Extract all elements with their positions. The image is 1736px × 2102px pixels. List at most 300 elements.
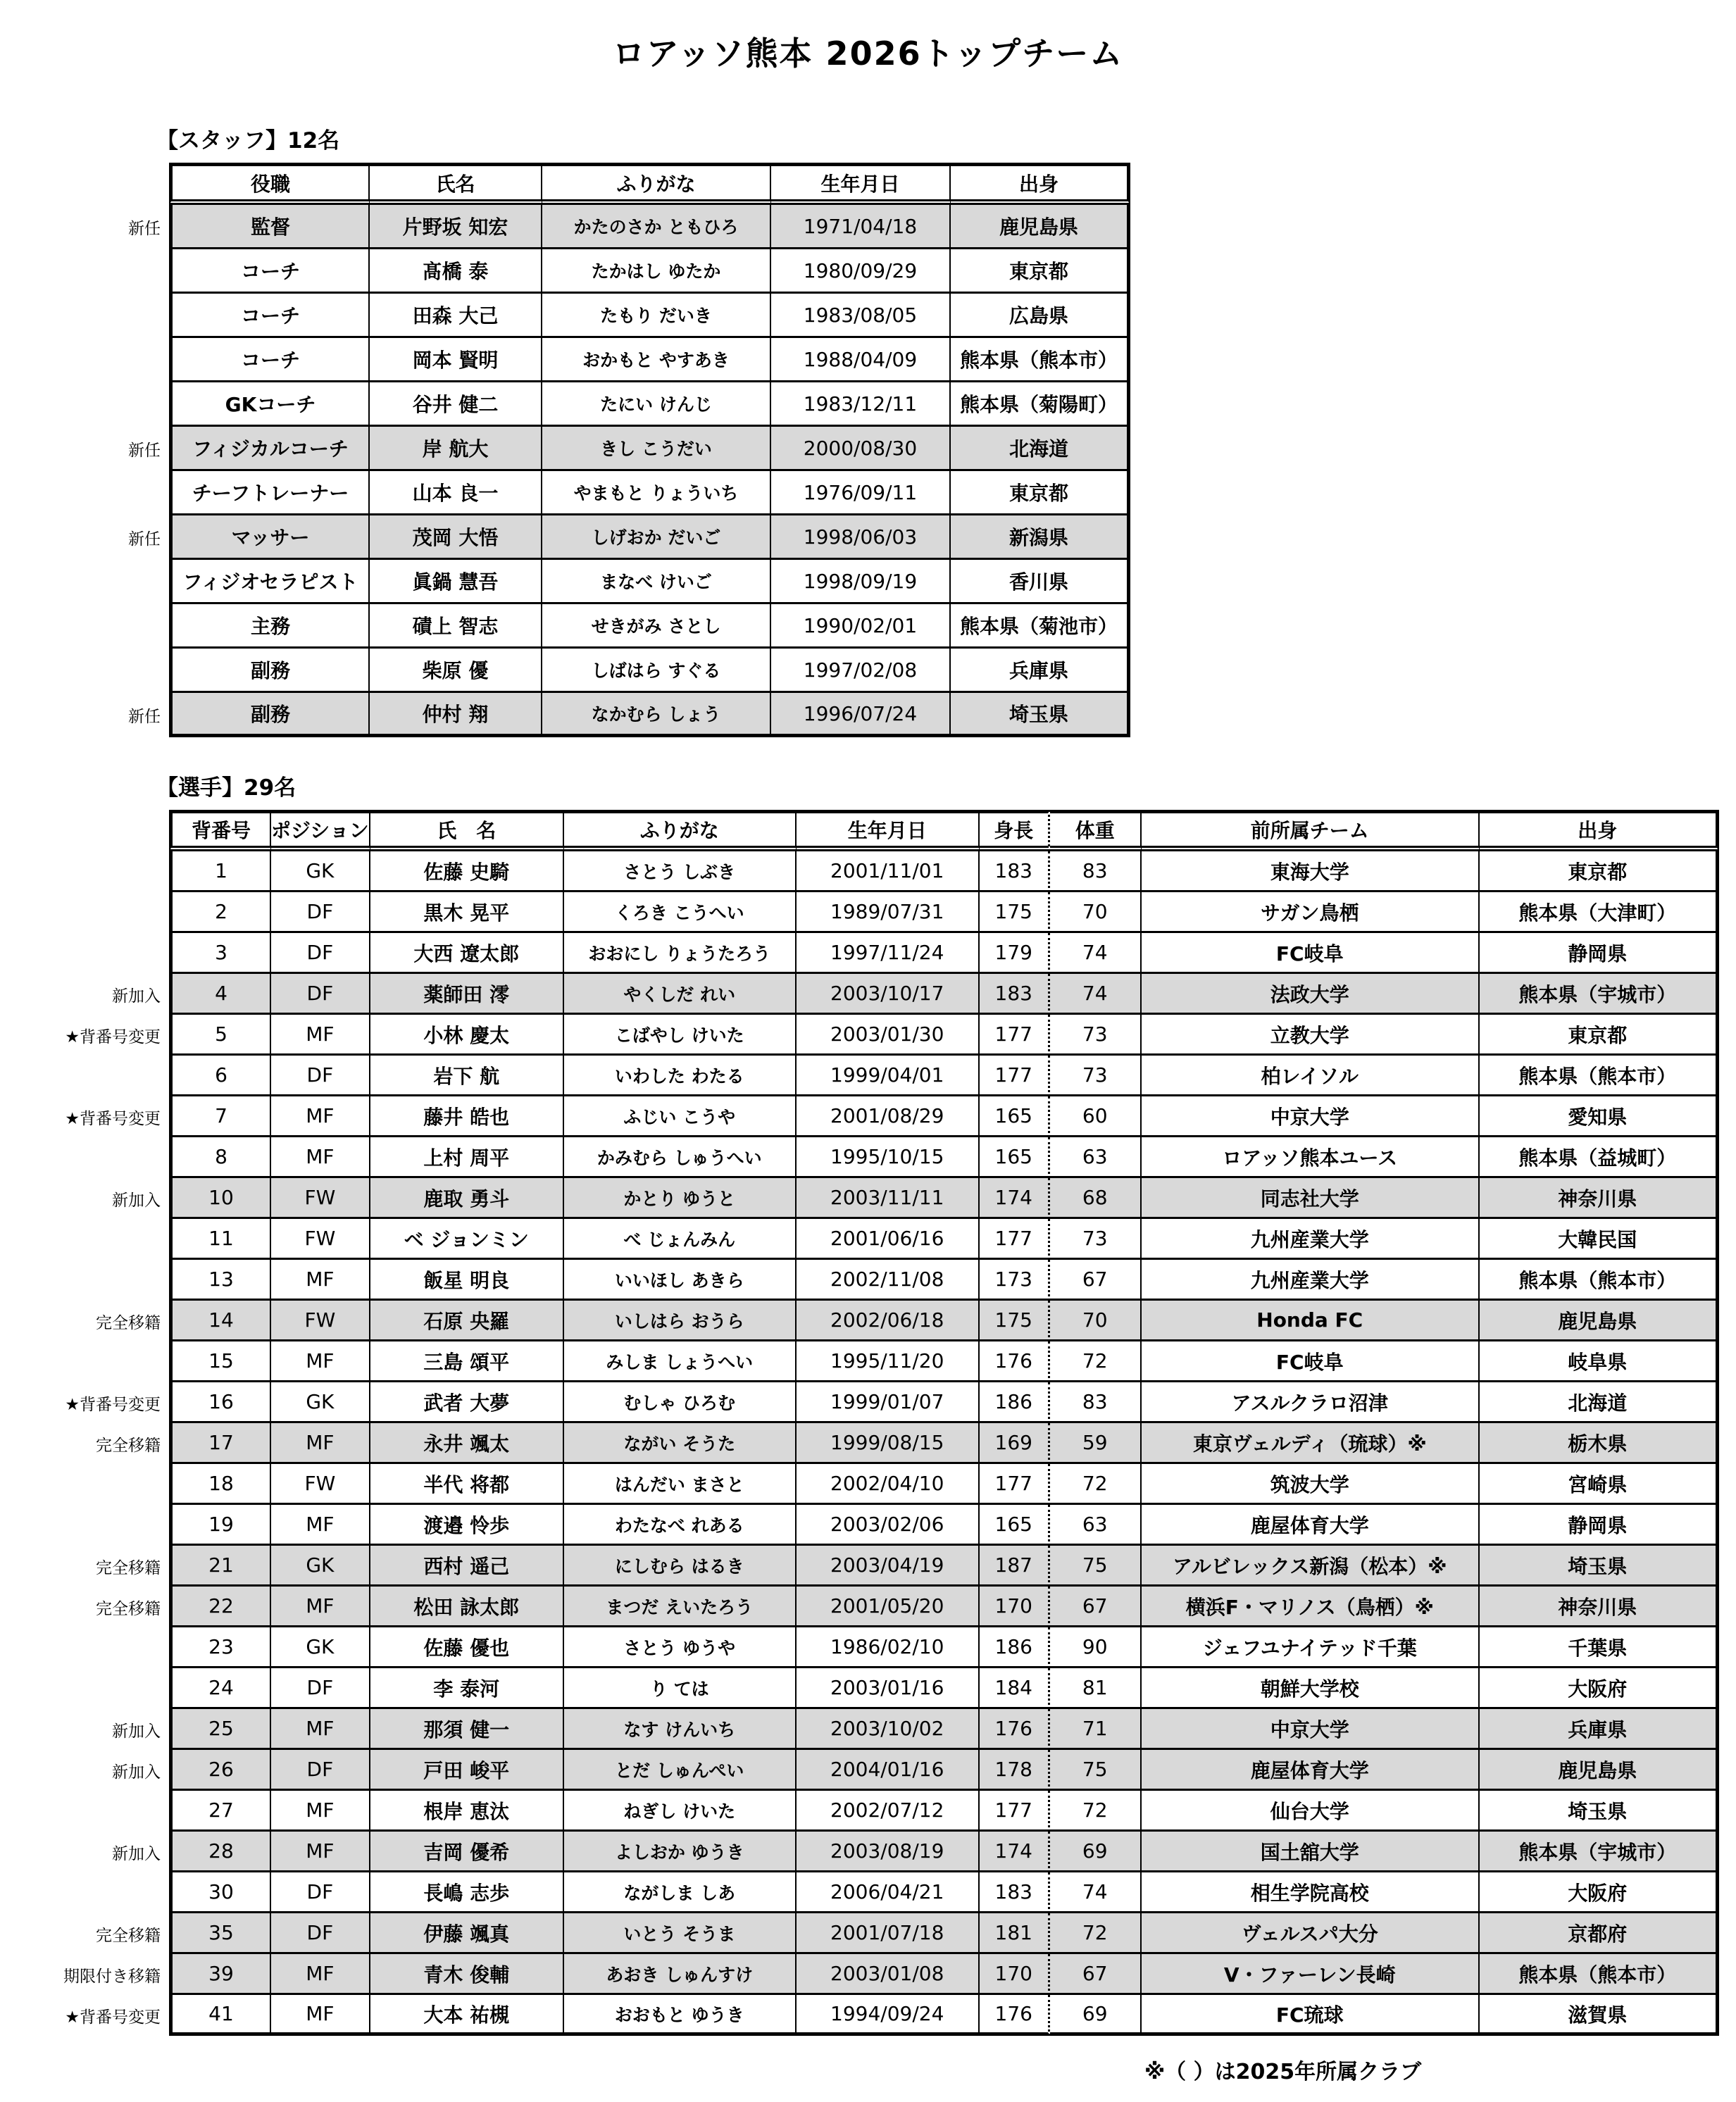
staff-role: チーフトレーナー	[169, 471, 370, 515]
player-height: 175	[980, 1301, 1050, 1341]
player-origin: 京都府	[1480, 1913, 1719, 1954]
row-annotation: 新加入	[112, 1844, 161, 1863]
player-weight: 72	[1050, 1464, 1142, 1505]
staff-section-label: 【スタッフ】12名	[156, 128, 340, 154]
row-annotation	[0, 851, 169, 892]
staff-origin: 熊本県（菊池市）	[951, 604, 1130, 649]
row-annotation: 新加入	[112, 1763, 161, 1782]
players-header-number: 背番号	[169, 810, 271, 851]
player-kana: あおき しゅんすけ	[564, 1954, 797, 1995]
player-row	[0, 1341, 1719, 1382]
player-name: 西村 遥己	[370, 1546, 564, 1587]
player-row	[0, 1137, 1719, 1178]
staff-role: コーチ	[169, 338, 370, 382]
player-height: 184	[980, 1668, 1050, 1709]
player-position: FW	[271, 1301, 370, 1341]
player-row	[0, 892, 1719, 933]
player-position: GK	[271, 851, 370, 892]
player-height: 187	[980, 1546, 1050, 1587]
row-annotation	[0, 382, 169, 427]
staff-role: コーチ	[169, 294, 370, 338]
player-birthdate: 1995/10/15	[797, 1137, 980, 1178]
player-position: MF	[271, 1341, 370, 1382]
staff-origin: 北海道	[951, 427, 1130, 471]
player-previous-team: ヴェルスパ大分	[1142, 1913, 1480, 1954]
player-name: 永井 颯太	[370, 1423, 564, 1464]
player-number: 5	[169, 1015, 271, 1056]
player-name: 鹿取 勇斗	[370, 1178, 564, 1219]
player-position: MF	[271, 1260, 370, 1301]
row-annotation	[0, 604, 169, 649]
player-previous-team: アスルクラロ沼津	[1142, 1382, 1480, 1423]
player-row	[0, 1464, 1719, 1505]
staff-birthdate: 1980/09/29	[771, 249, 951, 294]
row-annotation: ★背番号変更	[65, 2008, 161, 2027]
players-header-kana: ふりがな	[564, 810, 797, 851]
player-name: 李 泰河	[370, 1668, 564, 1709]
player-origin: 大阪府	[1480, 1872, 1719, 1913]
row-annotation: 完全移籍	[96, 1599, 161, 1618]
player-origin: 静岡県	[1480, 933, 1719, 974]
player-row	[0, 933, 1719, 974]
player-height: 178	[980, 1750, 1050, 1791]
player-birthdate: 2001/07/18	[797, 1913, 980, 1954]
player-weight: 74	[1050, 1872, 1142, 1913]
player-name: 石原 央羅	[370, 1301, 564, 1341]
staff-name: 岸 航大	[370, 427, 542, 471]
player-position: MF	[271, 1791, 370, 1832]
player-height: 174	[980, 1832, 1050, 1872]
row-annotation	[0, 338, 169, 382]
staff-kana: まなべ けいご	[542, 560, 771, 604]
staff-header-birthdate: 生年月日	[771, 163, 951, 205]
player-position: DF	[271, 1056, 370, 1096]
player-origin: 千葉県	[1480, 1627, 1719, 1668]
player-name: 伊藤 颯真	[370, 1913, 564, 1954]
player-number: 3	[169, 933, 271, 974]
player-position: DF	[271, 933, 370, 974]
staff-name: 柴原 優	[370, 649, 542, 693]
staff-name: 茂岡 大悟	[370, 515, 542, 560]
player-position: DF	[271, 1750, 370, 1791]
player-kana: くろき こうへい	[564, 892, 797, 933]
player-row	[0, 1260, 1719, 1301]
player-birthdate: 2003/02/06	[797, 1505, 980, 1546]
staff-role: 監督	[169, 205, 370, 249]
player-origin: 埼玉県	[1480, 1546, 1719, 1587]
player-height: 173	[980, 1260, 1050, 1301]
player-number: 22	[169, 1587, 271, 1627]
player-number: 21	[169, 1546, 271, 1587]
player-previous-team: 横浜F・マリノス（鳥栖）※	[1142, 1587, 1480, 1627]
staff-kana: やまもと りょういち	[542, 471, 771, 515]
player-position: FW	[271, 1178, 370, 1219]
player-name: 渡邉 怜歩	[370, 1505, 564, 1546]
staff-birthdate: 1983/08/05	[771, 294, 951, 338]
staff-row	[0, 205, 1130, 249]
player-origin: 大韓民国	[1480, 1219, 1719, 1260]
staff-row	[0, 471, 1130, 515]
player-number: 1	[169, 851, 271, 892]
row-annotation: 新加入	[112, 1191, 161, 1210]
player-origin: 神奈川県	[1480, 1178, 1719, 1219]
player-birthdate: 2002/11/08	[797, 1260, 980, 1301]
player-birthdate: 2002/07/12	[797, 1791, 980, 1832]
player-height: 183	[980, 1872, 1050, 1913]
row-annotation	[0, 892, 169, 933]
player-height: 176	[980, 1995, 1050, 2036]
player-name: 小林 慶太	[370, 1015, 564, 1056]
player-position: MF	[271, 1954, 370, 1995]
player-row	[0, 1709, 1719, 1750]
player-number: 2	[169, 892, 271, 933]
player-number: 35	[169, 1913, 271, 1954]
player-birthdate: 1999/04/01	[797, 1056, 980, 1096]
player-weight: 90	[1050, 1627, 1142, 1668]
player-position: DF	[271, 1872, 370, 1913]
player-kana: おおもと ゆうき	[564, 1995, 797, 2036]
player-previous-team: 東京ヴェルディ（琉球）※	[1142, 1423, 1480, 1464]
player-birthdate: 2003/04/19	[797, 1546, 980, 1587]
player-name: 藤井 皓也	[370, 1096, 564, 1137]
player-weight: 70	[1050, 1301, 1142, 1341]
player-kana: わたなべ れある	[564, 1505, 797, 1546]
players-table	[0, 810, 1719, 2036]
player-origin: 熊本県（宇城市）	[1480, 1832, 1719, 1872]
player-number: 13	[169, 1260, 271, 1301]
player-birthdate: 2002/06/18	[797, 1301, 980, 1341]
player-origin: 東京都	[1480, 1015, 1719, 1056]
player-row	[0, 1301, 1719, 1341]
player-position: GK	[271, 1546, 370, 1587]
row-annotation: ★背番号変更	[65, 1395, 161, 1414]
player-origin: 熊本県（熊本市）	[1480, 1056, 1719, 1096]
player-origin: 東京都	[1480, 851, 1719, 892]
player-position: DF	[271, 892, 370, 933]
players-header-height: 身長	[980, 810, 1050, 851]
player-weight: 68	[1050, 1178, 1142, 1219]
player-previous-team: ジェフユナイテッド千葉	[1142, 1627, 1480, 1668]
player-previous-team: 立教大学	[1142, 1015, 1480, 1056]
player-row	[0, 1382, 1719, 1423]
player-name: 上村 周平	[370, 1137, 564, 1178]
staff-row	[0, 427, 1130, 471]
player-weight: 83	[1050, 1382, 1142, 1423]
player-birthdate: 2003/10/17	[797, 974, 980, 1015]
row-annotation	[0, 933, 169, 974]
player-number: 25	[169, 1709, 271, 1750]
player-name: ベ ジョンミン	[370, 1219, 564, 1260]
player-height: 177	[980, 1219, 1050, 1260]
staff-kana: たにい けんじ	[542, 382, 771, 427]
player-weight: 83	[1050, 851, 1142, 892]
player-weight: 74	[1050, 933, 1142, 974]
staff-birthdate: 2000/08/30	[771, 427, 951, 471]
staff-name: 片野坂 知宏	[370, 205, 542, 249]
staff-row	[0, 294, 1130, 338]
player-kana: かとり ゆうと	[564, 1178, 797, 1219]
player-position: MF	[271, 1832, 370, 1872]
player-kana: いわした わたる	[564, 1056, 797, 1096]
staff-header-role: 役職	[169, 163, 370, 205]
staff-table	[0, 163, 1130, 737]
row-annotation	[0, 560, 169, 604]
staff-kana: なかむら しょう	[542, 693, 771, 737]
player-previous-team: 東海大学	[1142, 851, 1480, 892]
row-annotation	[0, 1668, 169, 1709]
player-kana: いいほし あきら	[564, 1260, 797, 1301]
player-position: MF	[271, 1015, 370, 1056]
player-name: 佐藤 史騎	[370, 851, 564, 892]
players-table-header	[0, 810, 1719, 851]
player-weight: 74	[1050, 974, 1142, 1015]
player-birthdate: 2003/08/19	[797, 1832, 980, 1872]
player-previous-team: FC岐阜	[1142, 933, 1480, 974]
staff-birthdate: 1990/02/01	[771, 604, 951, 649]
player-row	[0, 1015, 1719, 1056]
player-birthdate: 1986/02/10	[797, 1627, 980, 1668]
staff-role: マッサー	[169, 515, 370, 560]
player-kana: ねぎし けいた	[564, 1791, 797, 1832]
staff-header-name: 氏名	[370, 163, 542, 205]
player-weight: 69	[1050, 1832, 1142, 1872]
staff-name: 山本 良一	[370, 471, 542, 515]
players-header-previous-team: 前所属チーム	[1142, 810, 1480, 851]
staff-birthdate: 1998/09/19	[771, 560, 951, 604]
player-position: MF	[271, 1423, 370, 1464]
staff-origin: 広島県	[951, 294, 1130, 338]
player-height: 170	[980, 1587, 1050, 1627]
player-name: 那須 健一	[370, 1709, 564, 1750]
player-row	[0, 1872, 1719, 1913]
row-annotation: 完全移籍	[96, 1926, 161, 1945]
player-birthdate: 2002/04/10	[797, 1464, 980, 1505]
row-annotation	[0, 1137, 169, 1178]
player-kana: り ては	[564, 1668, 797, 1709]
staff-kana: きし こうだい	[542, 427, 771, 471]
player-origin: 熊本県（大津町）	[1480, 892, 1719, 933]
row-annotation	[0, 1464, 169, 1505]
player-kana: かみむら しゅうへい	[564, 1137, 797, 1178]
player-number: 4	[169, 974, 271, 1015]
players-header-weight: 体重	[1050, 810, 1142, 851]
player-height: 176	[980, 1341, 1050, 1382]
player-position: MF	[271, 1709, 370, 1750]
player-name: 長嶋 志歩	[370, 1872, 564, 1913]
player-height: 175	[980, 892, 1050, 933]
player-weight: 70	[1050, 892, 1142, 933]
player-previous-team: 柏レイソル	[1142, 1056, 1480, 1096]
row-annotation: 新任	[128, 442, 161, 460]
player-name: 飯星 明良	[370, 1260, 564, 1301]
player-number: 14	[169, 1301, 271, 1341]
player-height: 177	[980, 1464, 1050, 1505]
footnote: ※（ ）は2025年所属クラブ	[1144, 2060, 1422, 2084]
player-number: 27	[169, 1791, 271, 1832]
header-gutter	[0, 163, 169, 205]
player-position: DF	[271, 974, 370, 1015]
player-kana: ながしま しあ	[564, 1872, 797, 1913]
staff-origin: 熊本県（熊本市）	[951, 338, 1130, 382]
player-weight: 60	[1050, 1096, 1142, 1137]
player-name: 半代 将都	[370, 1464, 564, 1505]
player-height: 177	[980, 1015, 1050, 1056]
player-name: 三島 頌平	[370, 1341, 564, 1382]
player-birthdate: 2006/04/21	[797, 1872, 980, 1913]
player-height: 179	[980, 933, 1050, 974]
player-previous-team: 同志社大学	[1142, 1178, 1480, 1219]
staff-origin: 兵庫県	[951, 649, 1130, 693]
player-previous-team: 国土舘大学	[1142, 1832, 1480, 1872]
player-row	[0, 1750, 1719, 1791]
row-annotation	[0, 249, 169, 294]
player-height: 186	[980, 1382, 1050, 1423]
player-row	[0, 1505, 1719, 1546]
player-row	[0, 1954, 1719, 1995]
staff-name: 谷井 健二	[370, 382, 542, 427]
player-position: MF	[271, 1096, 370, 1137]
player-birthdate: 1994/09/24	[797, 1995, 980, 2036]
player-position: DF	[271, 1913, 370, 1954]
players-header-birthdate: 生年月日	[797, 810, 980, 851]
player-origin: 熊本県（熊本市）	[1480, 1954, 1719, 1995]
row-annotation: 新加入	[112, 1722, 161, 1741]
player-birthdate: 1995/11/20	[797, 1341, 980, 1382]
player-previous-team: 九州産業大学	[1142, 1219, 1480, 1260]
player-weight: 73	[1050, 1015, 1142, 1056]
player-birthdate: 2001/06/16	[797, 1219, 980, 1260]
staff-origin: 新潟県	[951, 515, 1130, 560]
staff-role: コーチ	[169, 249, 370, 294]
player-row	[0, 1668, 1719, 1709]
player-kana: まつだ えいたろう	[564, 1587, 797, 1627]
player-number: 39	[169, 1954, 271, 1995]
player-origin: 鹿児島県	[1480, 1750, 1719, 1791]
player-height: 177	[980, 1056, 1050, 1096]
staff-kana: たかはし ゆたか	[542, 249, 771, 294]
player-height: 186	[980, 1627, 1050, 1668]
player-number: 7	[169, 1096, 271, 1137]
player-row	[0, 1096, 1719, 1137]
staff-header-kana: ふりがな	[542, 163, 771, 205]
player-previous-team: 中京大学	[1142, 1709, 1480, 1750]
player-previous-team: 九州産業大学	[1142, 1260, 1480, 1301]
players-header-name: 氏 名	[370, 810, 564, 851]
player-number: 28	[169, 1832, 271, 1872]
staff-kana: たもり だいき	[542, 294, 771, 338]
player-weight: 72	[1050, 1913, 1142, 1954]
player-kana: さとう しぶき	[564, 851, 797, 892]
staff-origin: 香川県	[951, 560, 1130, 604]
player-name: 戸田 峻平	[370, 1750, 564, 1791]
player-name: 吉岡 優希	[370, 1832, 564, 1872]
staff-origin: 東京都	[951, 249, 1130, 294]
staff-birthdate: 1997/02/08	[771, 649, 951, 693]
player-weight: 69	[1050, 1995, 1142, 2036]
player-kana: よしおか ゆうき	[564, 1832, 797, 1872]
player-origin: 熊本県（熊本市）	[1480, 1260, 1719, 1301]
player-origin: 静岡県	[1480, 1505, 1719, 1546]
staff-header-origin: 出身	[951, 163, 1130, 205]
row-annotation	[0, 1260, 169, 1301]
player-height: 165	[980, 1505, 1050, 1546]
player-previous-team: FC琉球	[1142, 1995, 1480, 2036]
staff-origin: 東京都	[951, 471, 1130, 515]
player-weight: 63	[1050, 1137, 1142, 1178]
staff-kana: せきがみ さとし	[542, 604, 771, 649]
player-height: 170	[980, 1954, 1050, 1995]
player-row	[0, 1791, 1719, 1832]
row-annotation: 完全移籍	[96, 1436, 161, 1455]
player-kana: ふじい こうや	[564, 1096, 797, 1137]
player-weight: 59	[1050, 1423, 1142, 1464]
player-row	[0, 1587, 1719, 1627]
player-origin: 栃木県	[1480, 1423, 1719, 1464]
player-birthdate: 2004/01/16	[797, 1750, 980, 1791]
player-birthdate: 2001/11/01	[797, 851, 980, 892]
player-origin: 兵庫県	[1480, 1709, 1719, 1750]
player-previous-team: V・ファーレン長崎	[1142, 1954, 1480, 1995]
player-origin: 大阪府	[1480, 1668, 1719, 1709]
row-annotation: ★背番号変更	[65, 1109, 161, 1128]
row-annotation	[0, 649, 169, 693]
player-number: 8	[169, 1137, 271, 1178]
player-birthdate: 2003/01/16	[797, 1668, 980, 1709]
player-birthdate: 2003/11/11	[797, 1178, 980, 1219]
player-number: 24	[169, 1668, 271, 1709]
page-title: ロアッソ熊本 2026トップチーム	[612, 35, 1124, 73]
staff-role: フィジカルコーチ	[169, 427, 370, 471]
player-name: 大西 遼太郎	[370, 933, 564, 974]
player-weight: 71	[1050, 1709, 1142, 1750]
player-previous-team: アルビレックス新潟（松本）※	[1142, 1546, 1480, 1587]
player-position: FW	[271, 1464, 370, 1505]
staff-kana: かたのさか ともひろ	[542, 205, 771, 249]
player-origin: 鹿児島県	[1480, 1301, 1719, 1341]
player-kana: むしゃ ひろむ	[564, 1382, 797, 1423]
staff-name: 眞鍋 慧吾	[370, 560, 542, 604]
row-annotation: 完全移籍	[96, 1558, 161, 1577]
player-birthdate: 2001/08/29	[797, 1096, 980, 1137]
player-birthdate: 2003/01/30	[797, 1015, 980, 1056]
player-kana: いとう そうま	[564, 1913, 797, 1954]
player-number: 18	[169, 1464, 271, 1505]
staff-name: 岡本 賢明	[370, 338, 542, 382]
player-number: 16	[169, 1382, 271, 1423]
staff-name: 髙橋 泰	[370, 249, 542, 294]
player-kana: さとう ゆうや	[564, 1627, 797, 1668]
player-kana: べ じょんみん	[564, 1219, 797, 1260]
staff-row	[0, 693, 1130, 737]
player-birthdate: 2001/05/20	[797, 1587, 980, 1627]
staff-origin: 鹿児島県	[951, 205, 1130, 249]
player-kana: とだ しゅんぺい	[564, 1750, 797, 1791]
player-name: 岩下 航	[370, 1056, 564, 1096]
player-origin: 滋賀県	[1480, 1995, 1719, 2036]
player-row	[0, 851, 1719, 892]
player-weight: 63	[1050, 1505, 1142, 1546]
staff-role: 主務	[169, 604, 370, 649]
player-row	[0, 1913, 1719, 1954]
player-kana: にしむら はるき	[564, 1546, 797, 1587]
player-name: 佐藤 優也	[370, 1627, 564, 1668]
player-previous-team: 筑波大学	[1142, 1464, 1480, 1505]
player-number: 19	[169, 1505, 271, 1546]
staff-role: フィジオセラピスト	[169, 560, 370, 604]
player-weight: 67	[1050, 1954, 1142, 1995]
player-number: 10	[169, 1178, 271, 1219]
staff-row	[0, 604, 1130, 649]
